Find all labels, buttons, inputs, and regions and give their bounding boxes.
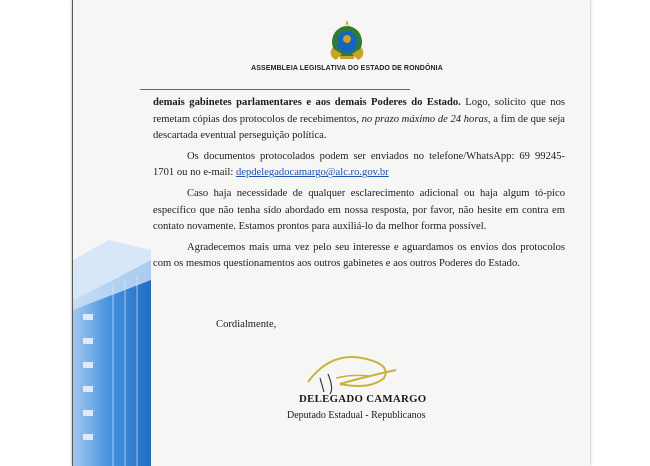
p1-italic: no prazo máximo de 24 horas <box>361 113 488 125</box>
signer-name: DELEGADO CAMARGO <box>299 393 427 405</box>
letter-page <box>72 0 590 466</box>
p1-bold: demais gabinetes parlamentares e aos demais Poderes do Estado. <box>153 97 461 108</box>
institution-name: ASSEMBLEIA LEGISLATIVA DO ESTADO DE RONDÔNIA <box>251 65 443 72</box>
signer-role: Deputado Estadual - Republicanos <box>287 410 426 421</box>
paragraph-3: Caso haja necessidade de qualquer esclarecimento adicional ou haja algum tó-pico específico que não tenha sido abordado em nossa resposta, por favor, não hesite em contra em contato novamente. Estamos prontos para auxiliá-lo da melhor forma possível. <box>153 187 565 233</box>
p2-text: Os documentos protocolados podem ser enviados no telefone/WhatsApp: 69 99245-1701 ou no e-mail: <box>153 150 565 179</box>
email-link[interactable]: depdelegadocamargo@alc.ro.gov.br <box>235 167 389 179</box>
p1-text: Logo, solicito que nos remetam cópias dos protocolos de recebimentos, <box>153 97 565 125</box>
background-right <box>588 0 650 466</box>
paragraph-4: Agradecemos mais uma vez pelo seu interesse e aguardamos os envios dos protocolos com os mesmos questionamentos aos outros gabinetes e aos outros Poderes do Estado. <box>153 241 565 270</box>
p1-end: , a fim de que seja descartada eventual perseguição política. <box>153 113 566 142</box>
closing-salutation: Cordialmente, <box>216 319 277 330</box>
state-coat-of-arms-icon <box>326 18 368 62</box>
background-left <box>0 0 74 466</box>
letter-body <box>153 95 565 277</box>
letterhead <box>222 18 472 72</box>
header-divider <box>140 89 410 90</box>
paragraph-2 <box>153 149 565 182</box>
paragraph-1 <box>153 95 565 145</box>
handwritten-signature <box>300 348 410 398</box>
letterhead-building-graphic <box>73 240 151 466</box>
